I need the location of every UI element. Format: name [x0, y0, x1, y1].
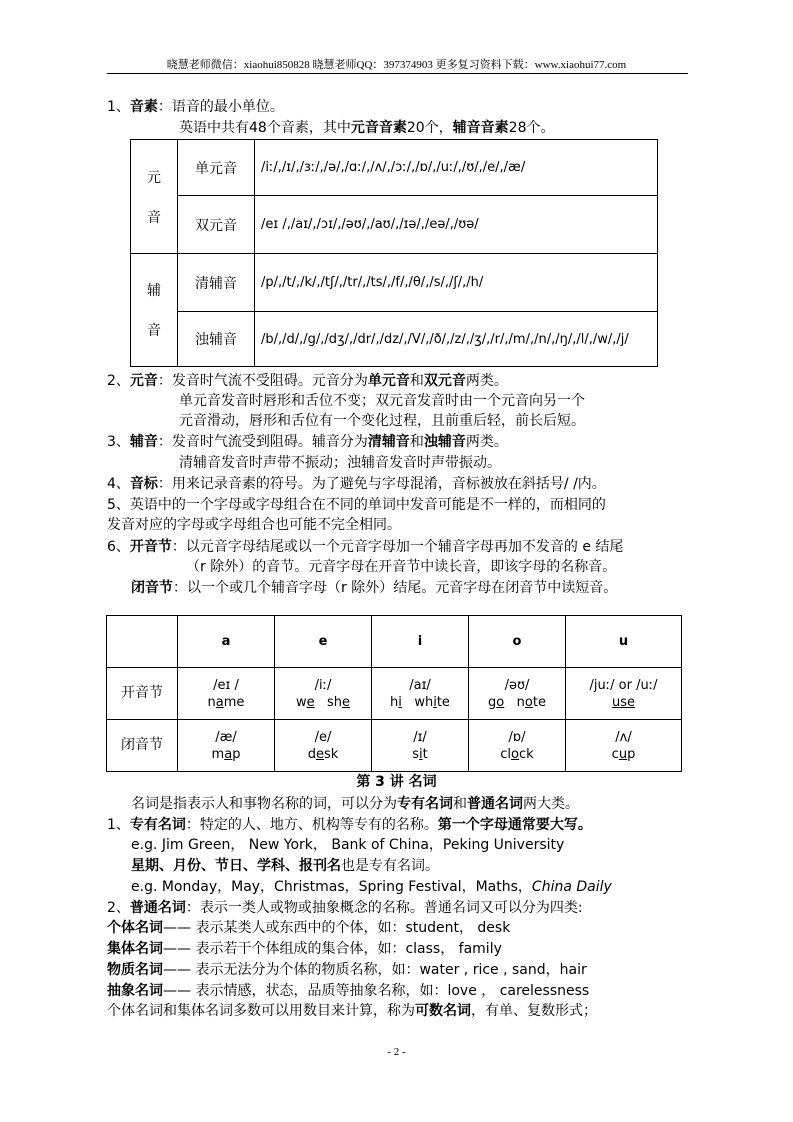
section-5-line-2: 发音对应的字母或字母组合也可能不完全相同。: [107, 517, 401, 533]
page-header: 晓慧老师微信：xiaohui850828 晓慧老师QQ：397374903 更多复习资料下载：www.xiaohui77.com: [166, 59, 627, 71]
definition: ：语音的最小单位。: [157, 99, 284, 115]
diphthong-label: 双元音: [178, 196, 255, 254]
vowel-group-label: 元 音: [131, 140, 178, 254]
closed-a: /æ/ map: [178, 720, 275, 772]
section-2: 2、元音：发音时气流不受阻碍。元音分为单元音和双元音两类。: [107, 373, 508, 389]
consonant-group-label: 辅 音: [131, 254, 178, 367]
voiced-label: 浊辅音: [178, 312, 255, 367]
vowel-head-i: i: [417, 634, 423, 649]
voiceless-list: /p/,/t/,/k/,/tʃ/,/tr/,/ts/,/f/,/θ/,/s/,/ʃ/,/h/: [255, 254, 658, 312]
section-2-detail-2: 元音滑动，唇形和舌位有一个变化过程，且前重后轻，前长后短。: [179, 413, 585, 429]
lecture-title: 第 3 讲 名词: [356, 774, 437, 790]
section-1: [107, 98, 284, 116]
page-number: - 2 -: [387, 1046, 406, 1058]
section-1-detail: 英语中共有48个音素，其中元音音素20个，辅音音素28个。: [179, 120, 555, 136]
vowel-head-u: u: [618, 634, 629, 649]
proper-noun-example-2: e.g. Monday，May，Christmas，Spring Festival，Maths，China Daily: [131, 879, 612, 895]
section-6-detail: （r 除外）的音节。元音字母在开音节中读长音，即该字母的名称音。: [186, 559, 617, 575]
section-number: 1、: [107, 99, 130, 115]
common-noun: 2、普通名词：表示一类人或物或抽象概念的名称。普通名词又可以分为四类:: [107, 900, 583, 916]
voiceless-label: 清辅音: [178, 254, 255, 312]
proper-noun-extra: 星期、月份、节日、学科、报刊名也是专有名词。: [131, 858, 439, 874]
section-6-closed: 闭音节：以一个或几个辅音字母（r 除外）结尾。元音字母在闭音节中读短音。: [131, 580, 618, 596]
countable-noun: 个体名词和集体名词多数可以用数目来计算，称为可数名词，有单、复数形式；: [107, 1003, 597, 1019]
open-syllable-label: 开音节: [107, 668, 178, 720]
proper-noun: 1、专有名词：特定的人、地方、机构等专有的名称。第一个字母通常要大写。: [107, 817, 592, 833]
open-u: /juː/ or /uː/ use: [566, 668, 682, 720]
corner-cell: [107, 616, 178, 668]
section-3: 3、辅音：发音时气流受到阻碍。辅音分为清辅音和浊辅音两类。: [107, 434, 508, 450]
vowel-head-e: e: [318, 634, 328, 649]
voiced-list: /b/,/d/,/g/,/dʒ/,/dr/,/dz/,/V/,/ð/,/z/,/ʒ/,/r/,/m/,/n/,/ŋ/,/l/,/w/,/j/: [255, 312, 658, 367]
material-noun: 物质名词—— 表示无法分为个体的物质名称，如：water , rice , sand，hair: [107, 962, 587, 978]
vowel-head-a: a: [221, 634, 231, 649]
term: 音素: [129, 99, 158, 115]
section-3-detail: 清辅音发音时声带不振动；浊辅音发音时声带振动。: [179, 455, 501, 471]
section-4: 4、音标：用来记录音素的符号。为了避免与字母混淆，音标被放在斜括号/ /内。: [107, 476, 606, 492]
open-e: /iː/ we she: [275, 668, 372, 720]
vowel-head-o: o: [512, 634, 522, 649]
section-5-line-1: 5、英语中的一个字母或字母组合在不同的单词中发音可能是不一样的，而相同的: [107, 497, 606, 513]
syllable-table: [106, 615, 682, 772]
abstract-noun: 抽象名词—— 表示情感，状态，品质等抽象名称，如：love ， carelessness: [107, 983, 590, 999]
open-i: /aɪ/ hi white: [372, 668, 469, 720]
open-a: /eɪ / name: [178, 668, 275, 720]
closed-u: /ʌ/ cup: [566, 720, 682, 772]
header-divider: [107, 73, 688, 74]
section-2-detail-1: 单元音发音时唇形和舌位不变；双元音发音时由一个元音向另一个: [179, 393, 585, 409]
closed-o: /ɒ/ clock: [469, 720, 566, 772]
monophthong-list: /iː/,/ɪ/,/ɜː/,/ə/,/ɑː/,/ʌ/,/ɔː/,/ɒ/,/uː/,/ʊ/,/e/,/æ/: [255, 140, 658, 196]
collective-noun: 集体名词—— 表示若干个体组成的集合体，如：class， family: [107, 941, 502, 957]
closed-e: /e/ desk: [275, 720, 372, 772]
closed-syllable-label: 闭音节: [107, 720, 178, 772]
proper-noun-example: e.g. Jim Green， New York， Bank of China，Peking University: [131, 837, 565, 853]
diphthong-list: /eɪ /,/aɪ/,/ɔɪ/,/əʊ/,/aʊ/,/ɪə/,/eə/,/ʊə/: [255, 196, 658, 254]
closed-i: /ɪ/ sit: [372, 720, 469, 772]
noun-intro: 名词是指表示人和事物名称的词，可以分为专有名词和普通名词两大类。: [131, 796, 579, 812]
open-o: /əʊ/ go note: [469, 668, 566, 720]
monophthong-label: 单元音: [178, 140, 255, 196]
section-6: 6、开音节：以元音字母结尾或以一个元音字母加一个辅音字母再加不发音的 e 结尾: [107, 539, 624, 555]
phoneme-table: [130, 139, 658, 367]
individual-noun: 个体名词—— 表示某类人或东西中的个体，如：student， desk: [107, 920, 511, 936]
